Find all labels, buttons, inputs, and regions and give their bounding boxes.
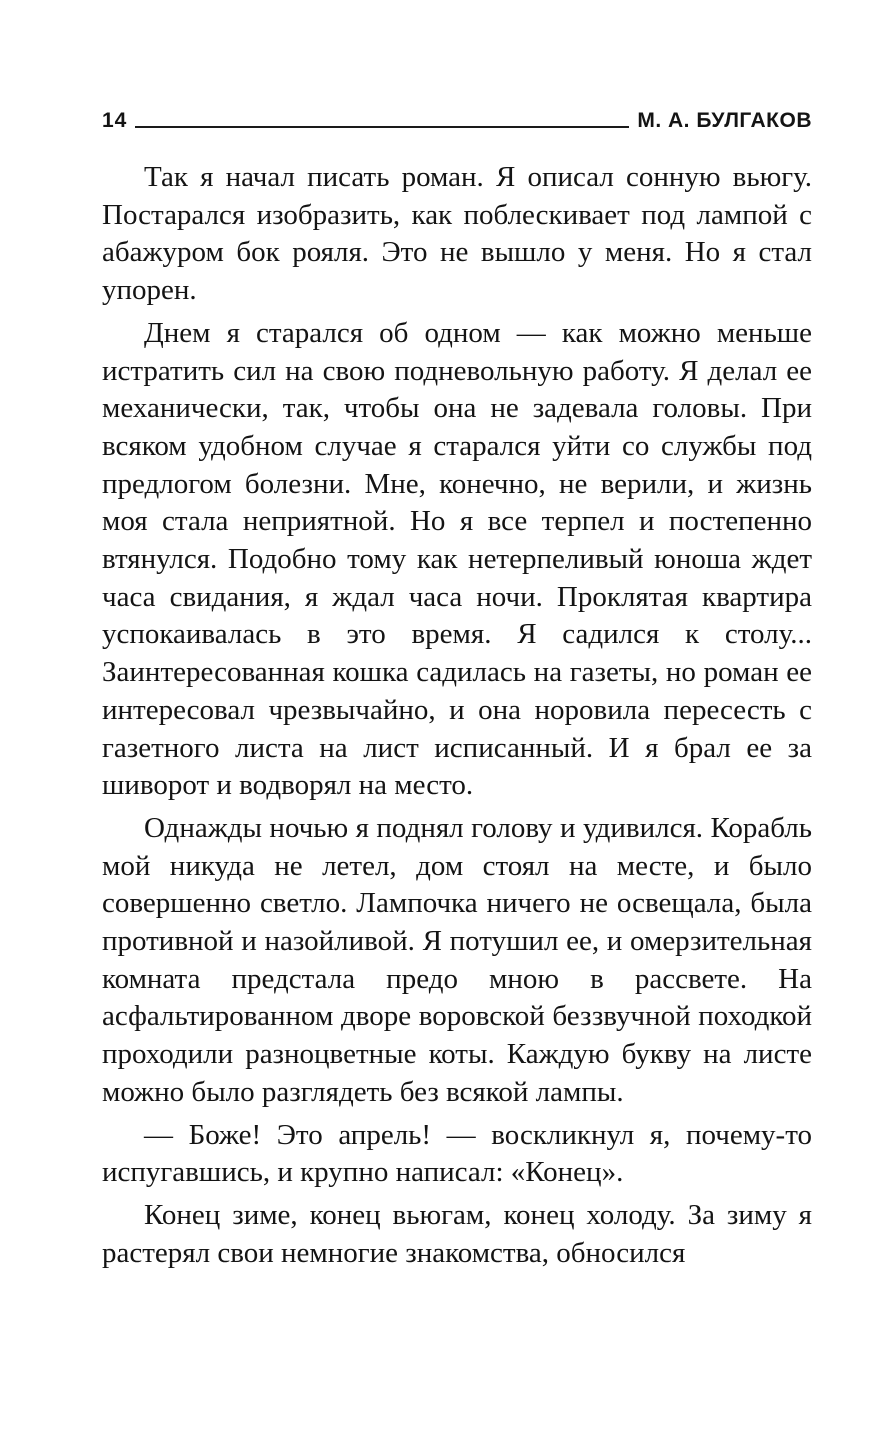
- paragraph-5: Конец зиме, конец вьюгам, конец холоду. За зиму я растерял свои немногие знакомства, обносился: [102, 1198, 812, 1269]
- page-number: 14: [102, 109, 128, 132]
- running-title-author: М. А. БУЛГАКОВ: [637, 109, 812, 132]
- header-rule: [135, 126, 629, 128]
- body-text: [102, 159, 812, 1272]
- paragraph-2: Днем я старался об одном — как можно меньше истратить сил на свою подневольную работу. Я делал ее механически, так, чтобы она не задевала головы. При всяком удобном случае я старался уйти со службы под предлогом болезни. Мне, конечно, не верили, и жизнь моя стала неприятной. Но я все терпел и постепенно втянулся. Подобно тому как нетерпеливый юноша ждет часа свидания, я ждал часа ночи. Проклятая квартира успокаивалась в это время. Я садился к столу... Заинтересованная кошка садилась на газеты, но роман ее интересовал чрезвычайно, и она норовила пересесть с газетного листа на лист исписанный. И я брал ее за шиворот и водворял на место.: [102, 316, 812, 802]
- paragraph-4: — Боже! Это апрель! — воскликнул я, почему-то испугавшись, и крупно написал: «Конец».: [102, 1118, 812, 1189]
- paragraph-3: Однажды ночью я поднял голову и удивился. Корабль мой никуда не летел, дом стоял на месте, и было совершенно светло. Лампочка ничего не освещала, была противной и назойливой. Я потушил ее, и омерзительная комната предстала предо мною в рассвете. На асфальтированном дворе воровской беззвучной походкой проходили разноцветные коты. Каждую букву на листе можно было разглядеть без всякой лампы.: [102, 811, 812, 1108]
- running-header: [102, 104, 812, 138]
- paragraph-1: Так я начал писать роман. Я описал сонную вьюгу. Постарался изобразить, как поблескивает под лампой с абажуром бок рояля. Это не вышло у меня. Но я стал упорен.: [102, 161, 812, 307]
